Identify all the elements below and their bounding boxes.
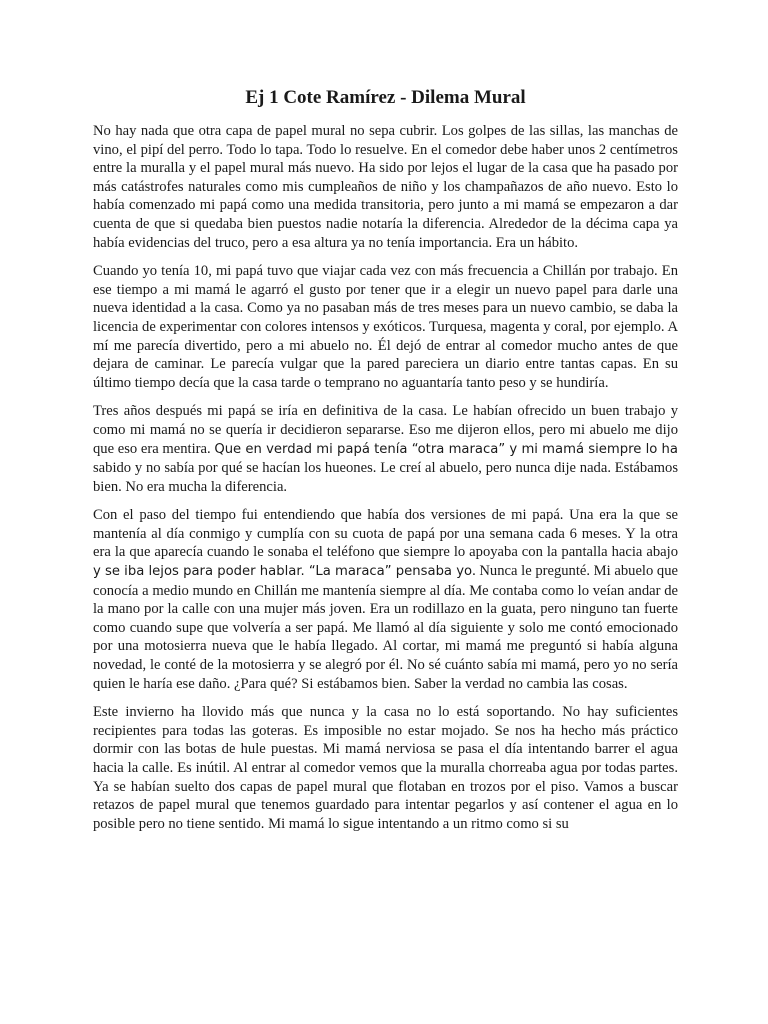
- paragraph-text: Con el paso del tiempo fui entendiendo que había dos versiones de mi papá. Una era la que se mantenía al día conmigo y cumplía con su cuota de papá por una semana cada 6 meses. Y la otra era la que aparecía cuando le sonaba el teléfono que siempre lo apoyaba con la pantalla hacia abajo: [93, 507, 678, 561]
- paragraph-1: [93, 122, 678, 252]
- paragraph-text: Tres años después mi papá se iría en definitiva de la casa. Le habían ofrecido un buen trabajo y como mi mamá no se quería ir decidieron separarse. Eso me dijeron ellos, pero mi abuelo me dijo que eso era mentira.: [93, 403, 678, 457]
- paragraph-text: Cuando yo tenía 10, mi papá tuvo que viajar cada vez con más frecuencia a Chillán por trabajo. En ese tiempo a mi mamá le agarró el gusto por tener que ir a elegir un nuevo papel para darle una nueva identidad a la casa. Como ya no pasaban más de tres meses para un nuevo cambio, se daba la licencia de experimentar con colores intensos y exóticos. Turquesa, magenta y coral, por ejemplo. A mí me parecía divertido, pero a mi abuelo no. Él dejó de entrar al comedor mucho antes de que dejara de caminar. Le parecía vulgar que la pared pareciera un diario entre tantas capas. En su último tiempo decía que la casa tarde o temprano no aguantaría tanto peso y se hundiría.: [93, 263, 678, 391]
- paragraph-text: . Nunca le pregunté. Mi abuelo que conocía a medio mundo en Chillán me mantenía siempre al día. Me contaba como lo veían andar de la mano por la calle con una mujer más joven. Era un rodillazo en la guata, pero ninguno tan fuerte como cuando supe que volvería a ser papá. Me llamó al día siguiente y solo me contó emocionado por una motosierra nueva que le había llegado. Al cortar, mi mamá me preguntó si había alguna novedad, le conté de la motosierra y se alegró por él. No sé cuánto sabía mi mamá, pero yo no sería quien le haría ese daño. ¿Para qué? Si estábamos bien. Saber la verdad no cambia las cosas.: [93, 563, 678, 692]
- paragraph-text: sabido y no sabía por qué se hacían los hueones. Le creí al abuelo, pero nunca dije nada. Estábamos bien. No era mucha la diferencia.: [93, 460, 678, 495]
- paragraph-4: [93, 506, 678, 693]
- paragraph-text-inserted: Que en verdad mi papá tenía “otra maraca” y mi mamá siempre lo ha: [214, 441, 678, 457]
- paragraph-2: [93, 262, 678, 392]
- paragraph-text: Este invierno ha llovido más que nunca y la casa no lo está soportando. No hay suficientes recipientes para todas las goteras. Es imposible no estar mojado. Se nos ha hecho más práctico dormir con las botas de hule puestas. Mi mamá nerviosa se pasa el día intentando barrer el agua hacia la calle. Es inútil. Al entrar al comedor vemos que la muralla chorreaba agua por todas partes. Ya se habían suelto dos capas de papel mural que flotaban en trozos por el piso. Vamos a buscar retazos de papel mural que tenemos guardado para intentar pegarlos y así contener el agua en lo posible pero no tiene sentido. Mi mamá lo sigue intentando a un ritmo como si su: [93, 704, 678, 832]
- document-title: Ej 1 Cote Ramírez - Dilema Mural: [245, 87, 526, 108]
- paragraph-3: [93, 402, 678, 496]
- paragraph-text-inserted: y se iba lejos para poder hablar. “La maraca” pensaba yo: [93, 564, 473, 580]
- paragraph-text: No hay nada que otra capa de papel mural no sepa cubrir. Los golpes de las sillas, las manchas de vino, el pipí del perro. Todo lo tapa. Todo lo resuelve. En el comedor debe haber unos 2 centímetros entre la muralla y el papel mural más nuevo. Ha sido por lejos el lugar de la casa que ha pasado por más catástrofes naturales como mis cumpleaños de niño y los champañazos de año nuevo. Esto lo había comenzado mi papá como una medida transitoria, pero junto a mi mamá se empezaron a dar cuenta de que si quedaba bien puestos nadie notaría la diferencia. Alrededor de la décima capa ya había evidencias del truco, pero a esa altura ya no tenía importancia. Era un hábito.: [93, 123, 678, 251]
- paragraph-5: [93, 703, 678, 833]
